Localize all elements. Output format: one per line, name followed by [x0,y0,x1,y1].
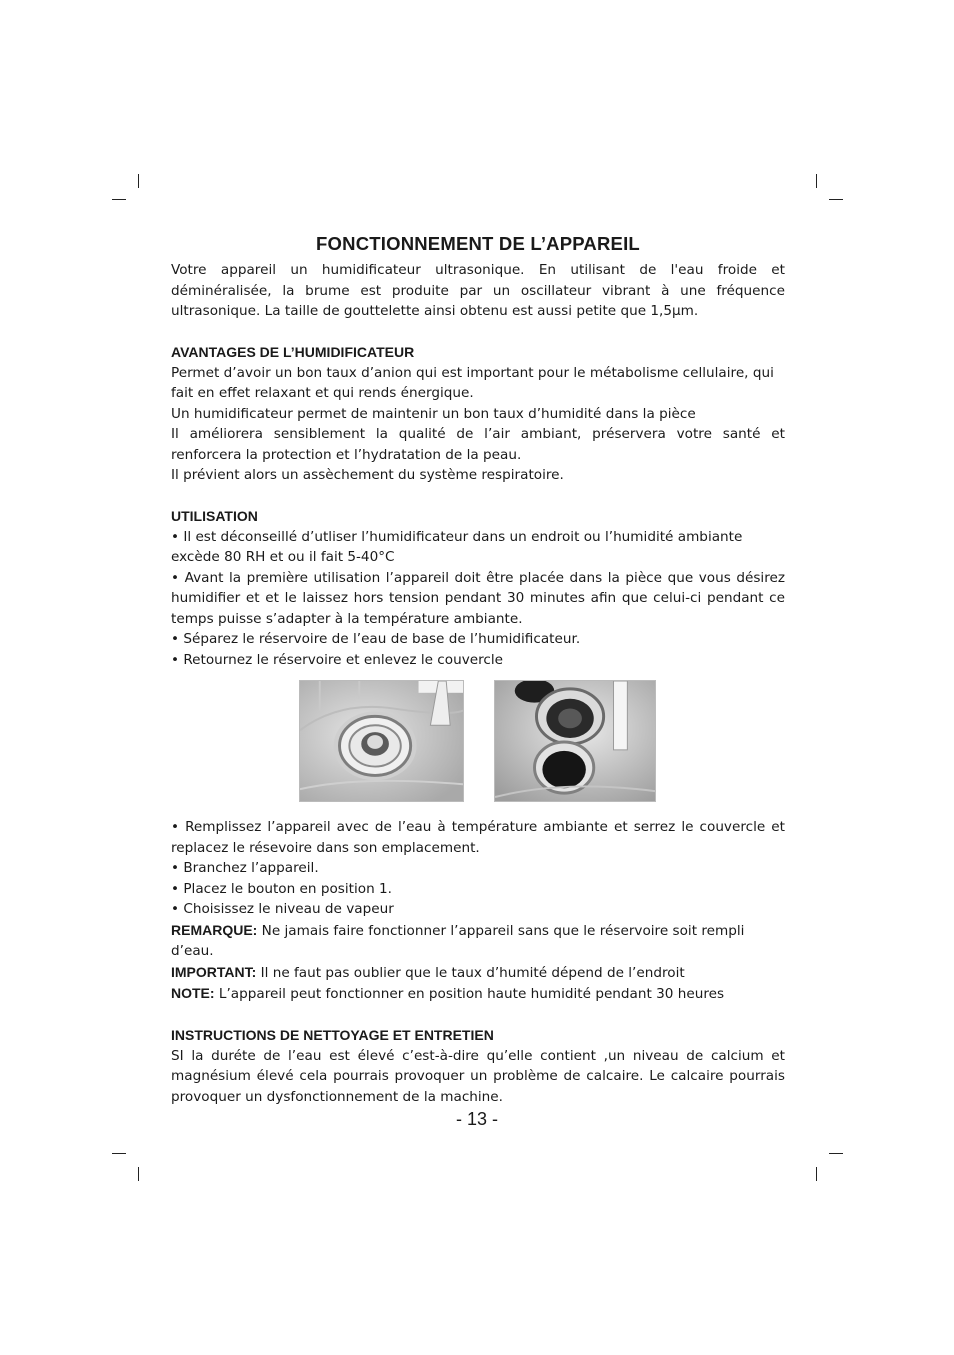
usage-bullet-1: • Il est déconseillé d’utliser l’humidificateur dans un endroit ou l’humidité ambiante excède 80 RH et ou il fait 5-40°C [171,528,743,565]
important-note [171,962,785,984]
remark-label: REMARQUE: [171,921,258,938]
crop-mark-bottom-left-vertical [138,1167,139,1181]
cleaning-paragraph: SI la duréte de l’eau est élevé c’est-à-dire qu’elle contient ,un niveau de calcium et magnésium élevé cela pourrais provoquer un problème de calcaire. Le calcaire pourrais provoquer un dysfonctionnement de la machine. [171,1047,785,1105]
advantages-line-2: Un humidificateur permet de maintenir un bon taux d’humidité dans la pièce [171,405,696,422]
crop-mark-top-right-vertical [816,174,817,188]
advantages-line-1: Permet d’avoir un bon taux d’anion qui est important pour le métabolisme cellulaire, qui fait en effet relaxant et qui rends énergique. [171,364,774,401]
tank-bottom-photo [299,680,464,802]
advantages-heading: AVANTAGES DE L’HUMIDIFICATEUR [171,343,415,360]
note-note [171,983,785,1005]
intro-paragraph: Votre appareil un humidificateur ultrasonique. En utilisant de l'eau froide et déminéralisée, la brume est produite par un oscillateur vibrant à une fréquence ultrasonique. La taille de gouttelette ainsi obtenu est aussi petite que 1,5µm. [171,262,785,319]
important-label: IMPORTANT: [171,963,257,980]
remark-note [171,920,785,962]
usage-bullet-6: • Branchez l’appareil. [171,860,319,876]
usage-bullet-7: • Placez le bouton en position 1. [171,880,392,897]
crop-mark-bottom-right-horizontal [829,1153,843,1154]
usage-bullet-3: • Séparez le réservoire de l’eau de base de l’humidificateur. [171,631,581,647]
usage-bullet-2: • Avant la première utilisation l’appareil doit être placée dans la pièce que vous désirez humidifier et et le laissez hors tension pendant 30 minutes afin que celui-ci pendant ce temps puisse s’adapter à la température ambiante. [171,569,785,627]
crop-mark-top-right-horizontal [829,199,843,200]
usage-bullet-8: • Choisissez le niveau de vapeur [171,901,394,917]
page-number: - 13 - [455,1109,498,1129]
note-label: NOTE: [171,985,215,1001]
cleaning-heading: INSTRUCTIONS DE NETTOYAGE ET ENTRETIEN [171,1026,494,1043]
crop-mark-top-left-horizontal [112,199,126,200]
crop-mark-top-left-vertical [138,174,139,188]
photo-row [171,680,785,802]
page-title: FONCTIONNEMENT DE L’APPAREIL [316,233,640,254]
advantages-line-3: Il améliorera sensiblement la qualité de l’air ambiant, préservera votre santé et renforcera la protection et l’hydratation de la peau. [171,426,785,463]
advantages-line-4: Il prévient alors un assèchement du système respiratoire. [171,467,564,483]
open-tank-photo [494,680,656,802]
crop-mark-bottom-left-horizontal [112,1153,126,1154]
usage-bullet-4: • Retournez le réservoire et enlevez le couvercle [171,651,504,668]
note-text: L’appareil peut fonctionner en position haute humidité pendant 30 heures [214,986,725,1002]
important-text: Il ne faut pas oublier que le taux d’humité dépend de l’endroit [256,964,685,981]
page-content [171,232,785,1107]
crop-mark-bottom-right-vertical [816,1167,817,1181]
remark-text: Ne jamais faire fonctionner l’appareil sans que le réservoire soit rempli d’eau. [171,922,745,959]
usage-heading: UTILISATION [171,507,258,524]
usage-bullet-5: • Remplissez l’appareil avec de l’eau à température ambiante et serrez le couvercle et replacez le résevoire dans son emplacement. [171,819,785,856]
